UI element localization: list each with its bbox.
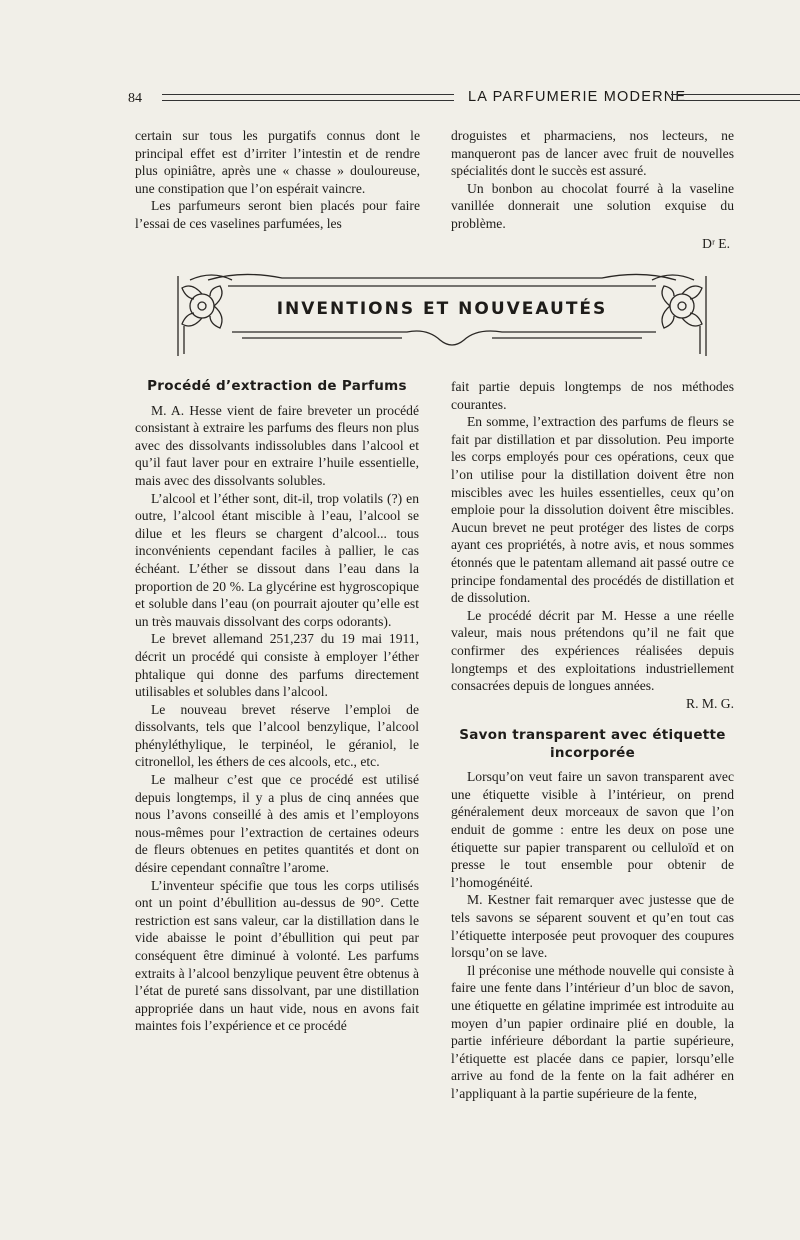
header-rule-right [671, 94, 800, 101]
main-left-column [135, 378, 419, 1035]
article-signature-row [451, 695, 734, 713]
paragraph: En somme, l’extraction des parfums de fleurs se fait par distillation et par dissolution. Peu importe les corps employés pour ces opérations, ceux que l’on utilise pour la distillation doivent être non miscibles avec les huiles essentielles, ceux qu’on emploie pour la dissolution doivent être miscibles. Aucun brevet ne peut protéger des listes de corps ayant ces propriétés, à notre avis, et nous sommes étonnés que le patentam allemand ait passé outre ce principe fondamental des procédés de distillation et de dissolution. [451, 414, 734, 606]
article-title-line: Savon transparent avec étiquette [459, 727, 726, 744]
journal-title: LA PARFUMERIE MODERNE [468, 89, 687, 105]
paragraph: Le nouveau brevet réserve l’emploi de dissolvants, tels que l’alcool benzylique, l’alcool phényléthylique, le terpinéol, le géraniol, le citronellol, les éthers de ces alcools, etc., etc. [135, 701, 419, 770]
paragraph: L’alcool et l’éther sont, dit-il, trop volatils (?) en outre, l’alcool étant miscible à l’eau, l’alcool se dilue et les fleurs se chargent d’alcool... tous inconvénients cependant faciles à pallier, le cas échéant. L’éther se dissout dans l’eau dans la proportion de 20 %. La glycérine est hygroscopique et soluble dans l’eau (on pourrait ajouter qu’elle est un très mauvais dissolvant des corps odorants). [135, 490, 419, 629]
paragraph: Le brevet allemand 251,237 du 19 mai 1911, décrit un procédé qui consiste à employer l’éther phtalique qui donne des parfums directement utilisables et solubles dans l’alcool. [135, 631, 419, 700]
paragraph: M. Kestner fait remarquer avec justesse que de tels savons se séparent souvent et qu’en tout cas l’étiquette interposée peut provoquer des coupures lorsqu’on se lave. [451, 892, 734, 961]
paragraph: Le procédé décrit par M. Hesse a une réelle valeur, mais nous prétendons qu’il ne fait que confirmer des expériences réalisées depuis longtemps et des exploitations industriellement consacrées depuis de longues années. [451, 607, 734, 694]
paragraph: L’inventeur spécifie que tous les corps utilisés ont un point d’ébullition au-dessus de 90°. Cette restriction est sans valeur, car la distillation dans le vide abaisse le point d’ébullition qui peut par conséquent être diminué à volonté. Les parfums extraits à l’alcool benzylique peuvent être obtenus à l’état de pureté sans dissolvant, par une distillation appropriée dans un haut vide, nous en avons fait maintes fois l’expérience et ce procédé [135, 877, 419, 1034]
paragraph: Le malheur c’est que ce procédé est utilisé depuis longtemps, il y a plus de cinq années que nous l’avons conseillé à des amis et l’employons nous-mêmes pour l’extraction de certaines odeurs de fleurs obtenues en petites quantités et dont on désire cependant connaître l’arome. [135, 772, 419, 876]
article-title-line: incorporée [549, 745, 636, 762]
section-title: INVENTIONS ET NOUVEAUTÉS [276, 299, 608, 319]
paragraph: Les parfumeurs seront bien placés pour faire l’essai de ces vaselines parfumées, les [135, 198, 420, 231]
top-left-column [135, 127, 420, 233]
paragraph: droguistes et pharmaciens, nos lecteurs, ne manqueront pas de lancer avec fruit de nouvelles spécialités dont le succès est assuré. [451, 128, 734, 179]
article-signature: R. M. G. [686, 695, 734, 711]
running-head [128, 88, 730, 108]
article-title [451, 726, 734, 762]
main-right-column [451, 378, 734, 1103]
author-signature: Dʳ E. [702, 235, 730, 251]
header-rule-left [162, 94, 454, 101]
paragraph: Il préconise une méthode nouvelle qui consiste à faire une fente dans l’intérieur d’un bloc de savon, une étiquette en gélatine imprimée est introduite au moyen d’un papier ordinaire plié en double, la partie inférieure débordant la partie supérieure, l’étiquette est placée dans ce papier, lorsqu’elle arrive au fond de la fente on la fait adhérer en l’appliquant à la partie supérieure de la fente, [451, 962, 734, 1101]
page-number: 84 [128, 91, 142, 106]
section-banner [172, 266, 712, 358]
paragraph: fait partie depuis longtemps de nos méthodes courantes. [451, 379, 734, 412]
paragraph: Un bonbon au chocolat fourré à la vaseline vanillée donnerait une solution exquise du problème. [451, 180, 734, 231]
paragraph: M. A. Hesse vient de faire breveter un procédé consistant à extraire les parfums des fleurs non plus avec des dissolvants indissolubles dans l’alcool et qu’il faut laver pour en extraire l’huile essentielle, mais avec des dissolvants solubles. [135, 402, 419, 488]
paragraph: certain sur tous les purgatifs connus dont le principal effet est d’irriter l’intestin et de rendre plus opiniâtre, après une « chasse » douloureuse, une constipation que l’on espérait vaincre. [135, 128, 420, 196]
article-title: Procédé d’extraction de Parfums [147, 378, 407, 394]
paragraph: Lorsqu’on veut faire un savon transparent avec une étiquette visible à l’intérieur, on prend généralement deux morceaux de savon que l’on enduit de gomme : entre les deux on pose une étiquette sur papier transparent ou celluloïd et on presse le tout ensemble pour obtenir de l’homogénéité. [451, 769, 734, 890]
top-right-column [451, 127, 734, 252]
